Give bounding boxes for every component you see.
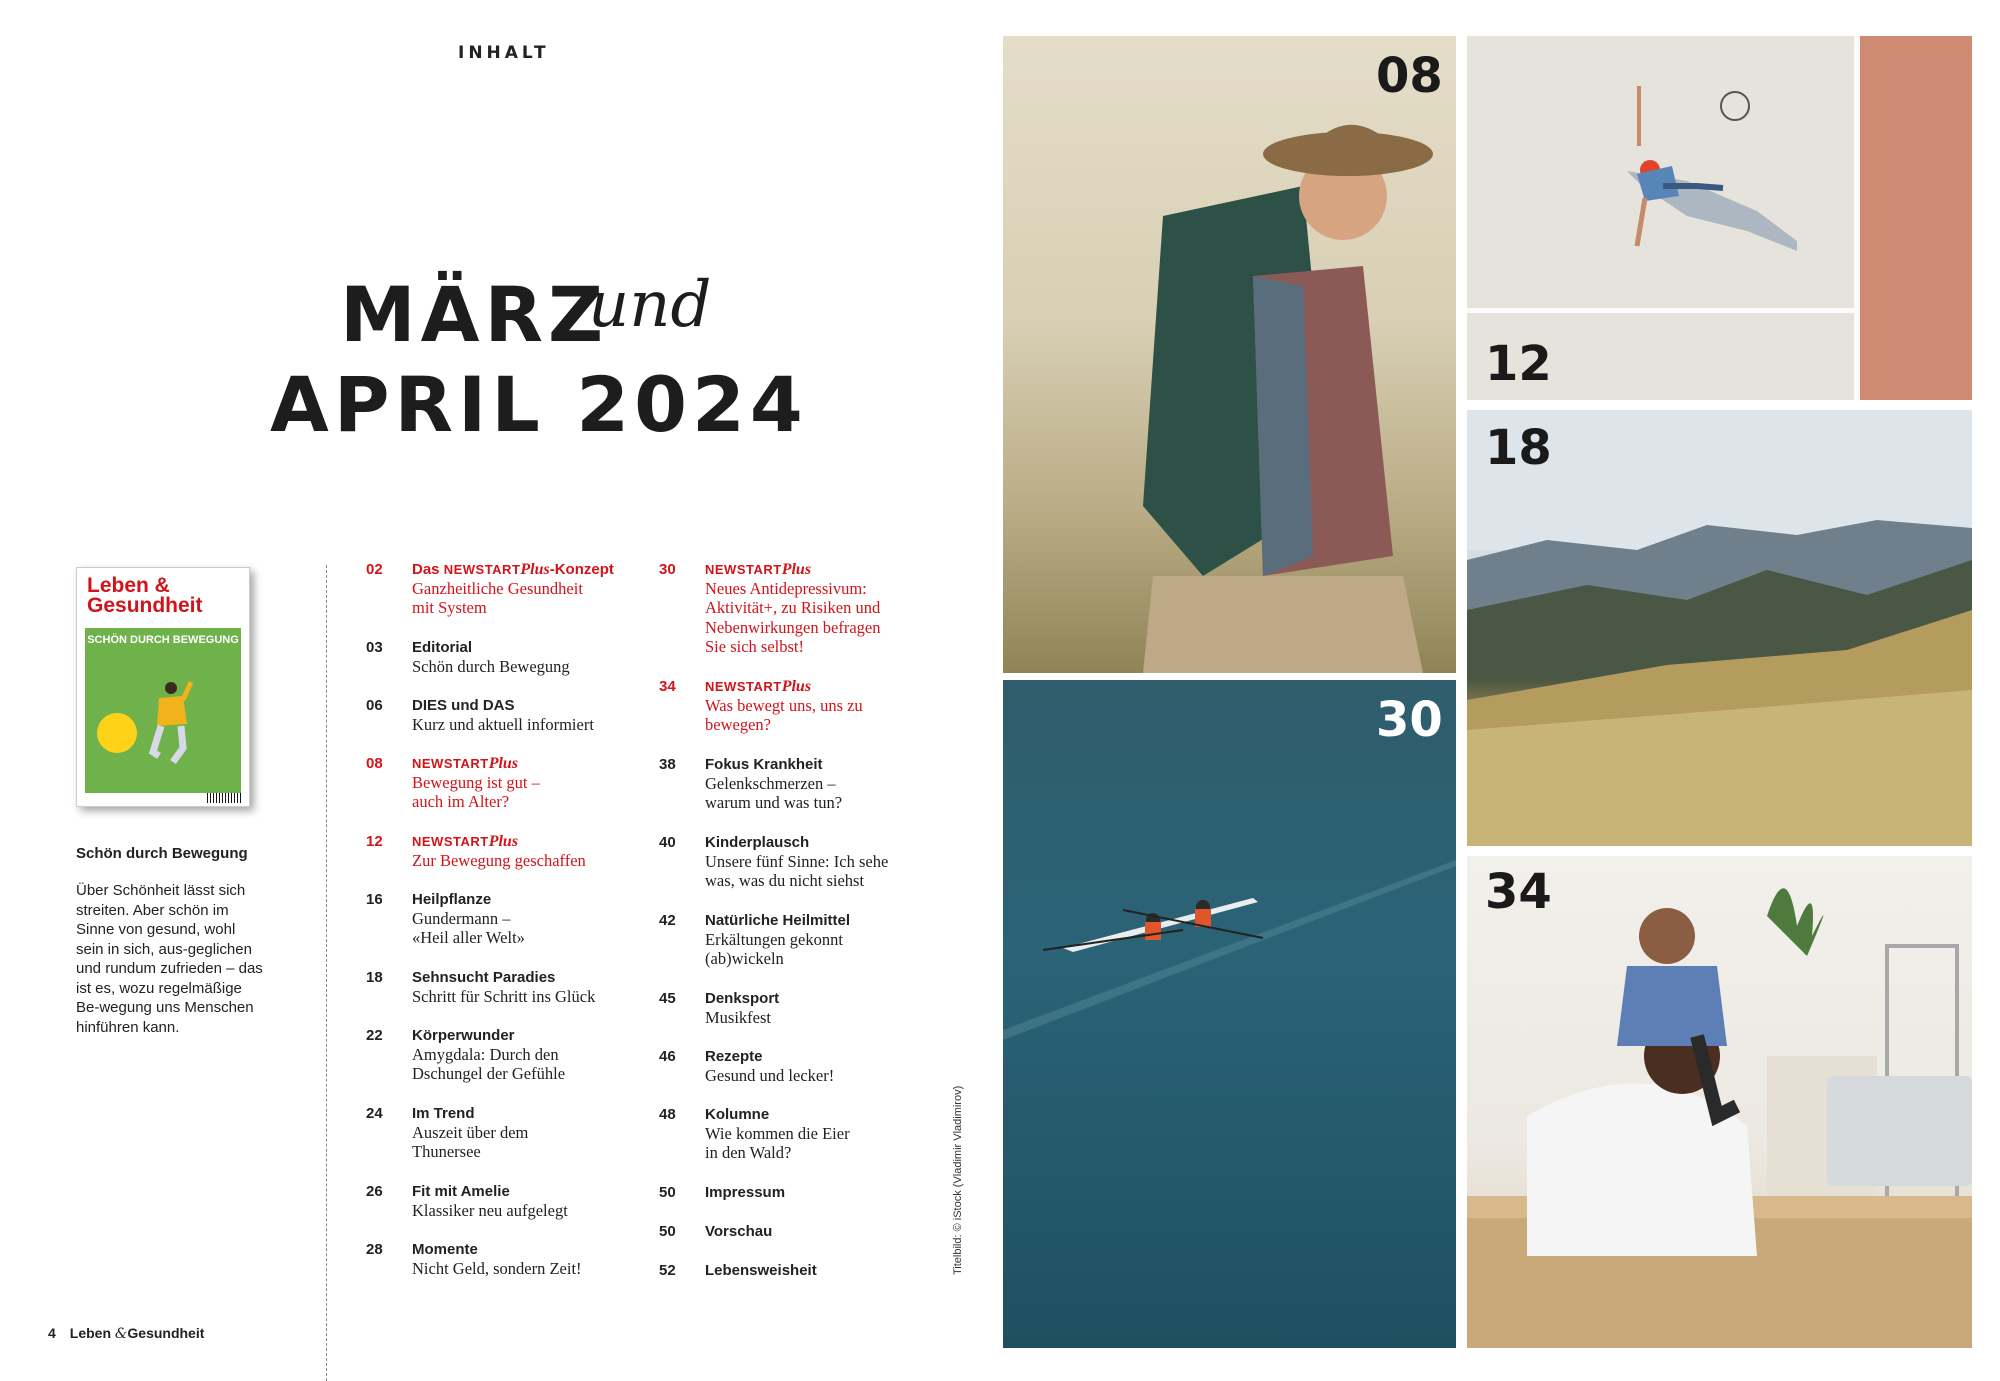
toc-entry-body [705,989,955,1027]
toc-page-number: 12 [366,833,383,850]
hiker-illustration [1003,36,1456,673]
toc-page-number: 18 [366,969,383,986]
sidebar-title: Schön durch Bewegung [76,845,248,862]
toc-page-number: 08 [366,755,383,772]
toc-entry-body [412,696,662,734]
toc-page-number: 52 [659,1262,676,1279]
toc-page-number: 38 [659,756,676,773]
cover-title: SCHÖN DURCH BEWEGUNG [87,634,239,646]
toc-page-number: 16 [366,891,383,908]
toc-page-number: 28 [366,1241,383,1258]
toc-heading: Denksport [705,990,780,1007]
toc-subtitle: Unsere fünf Sinne: Ich sehe was, was du nicht siehst [705,852,889,891]
toc-entry-body [705,1105,955,1163]
photo-page-number: 18 [1485,420,1552,476]
toc-entry-body [705,1261,955,1280]
toc-subtitle: Auszeit über dem Thunersee [412,1123,529,1162]
toc-entry-body [705,1222,955,1241]
photo-hiker[interactable] [1003,36,1456,673]
toc-entry-body [705,833,955,891]
toc-heading: Fit mit Amelie [412,1183,510,1200]
toc-heading [412,754,662,773]
toc-heading: Impressum [705,1184,786,1201]
toc-entry-body [412,1182,662,1220]
toc-heading: Lebensweisheit [705,1262,817,1279]
photo-father-child[interactable] [1467,856,1972,1348]
photo-page-number: 08 [1376,48,1443,104]
toc-subtitle: Gelenkschmerzen – warum und was tun? [705,774,843,813]
toc-heading: Natürliche Heilmittel [705,912,851,929]
toc-entry-body [705,1047,955,1085]
toc-entry-body [705,677,955,735]
rowing-illustration [1003,680,1456,1348]
toc-page-number: 46 [659,1048,676,1065]
toc-subtitle: Nicht Geld, sondern Zeit! [412,1259,582,1278]
toc-heading: Momente [412,1241,478,1258]
toc-entry-body [705,755,955,813]
toc-page-number: 06 [366,697,383,714]
photo-page-number: 30 [1376,692,1443,748]
toc-subtitle: Neues Antidepressivum: Aktivität+, zu Risiken und Nebenwirkungen befragen Sie sich selbst! [705,579,881,656]
newstart-tag: NEWSTART [705,679,782,694]
toc-page-number: 48 [659,1106,676,1123]
toc-heading: Kolumne [705,1106,770,1123]
toc-entry-body [705,911,955,969]
toc-heading: Im Trend [412,1105,475,1122]
toc-page-number: 34 [659,678,676,695]
toc-entry-body [412,968,662,1006]
plus-tag: Plus [488,833,519,850]
cover-barcode [207,793,243,803]
toc-subtitle: Gesund und lecker! [705,1066,835,1085]
toc-heading: Das NEWSTARTPlus-Konzept [412,561,614,578]
dashed-divider [326,565,327,1381]
toc-heading [412,832,662,851]
toc-entry-body [412,754,662,812]
toc-heading: Vorschau [705,1223,773,1240]
toc-heading: Kinderplausch [705,834,810,851]
toc-subtitle: Zur Bewegung geschaffen [412,851,586,870]
plus-tag: Plus [781,678,812,695]
photo-rowing[interactable] [1003,680,1456,1348]
toc-subtitle: Musikfest [705,1008,771,1027]
newstart-tag: NEWSTART [412,756,489,771]
toc-heading [705,560,955,579]
toc-subtitle: Schön durch Bewegung [412,657,570,676]
plus-tag: Plus [520,561,550,578]
newstart-tag: NEWSTART [443,562,521,577]
toc-entry-body [705,1183,955,1202]
toc-subtitle: Schritt für Schritt ins Glück [412,987,596,1006]
toc-entry-body [412,832,662,870]
footer-brand: Leben &Gesundheit [69,1325,205,1342]
toc-page-number: 40 [659,834,676,851]
toc-subtitle: Bewegung ist gut – auch im Alter? [412,773,540,812]
photo-tennis[interactable] [1467,36,1972,400]
toc-heading: Fokus Krankheit [705,756,823,773]
page-footer [48,1325,204,1342]
toc-page-number: 03 [366,639,383,656]
toc-page-number: 30 [659,561,676,578]
toc-subtitle: Amygdala: Durch den Dschungel der Gefühle [412,1045,566,1084]
toc-page-number: 22 [366,1027,383,1044]
cover-image [85,628,241,793]
toc-subtitle: Was bewegt uns, uns zu bewegen? [705,696,863,735]
toc-page-number: 45 [659,990,676,1007]
toc-entry-body [412,1104,662,1162]
magazine-cover-thumbnail[interactable] [76,567,250,807]
toc-heading: Editorial [412,639,473,656]
page-number: 4 [48,1325,56,1341]
headline-month-1: MÄRZ [340,270,609,359]
sidebar-text: Über Schönheit lässt sich streiten. Aber schön im Sinne von gesund, wohl sein in sich, aus-geglichen und rundum zufrieden – das ist es, wozu regelmäßige Be-wegung uns Menschen hinführen kann. [76,882,263,1036]
toc-entry-body [412,560,662,618]
toc-subtitle: Gundermann – «Heil aller Welt» [412,909,525,948]
photo-landscape[interactable] [1467,410,1972,846]
toc-heading: Rezepte [705,1048,763,1065]
toc-page-number: 26 [366,1183,383,1200]
toc-heading: Körperwunder [412,1027,515,1044]
plus-tag: Plus [488,755,519,772]
headline-month-2: APRIL 2024 [270,360,808,449]
headline-und: und [588,268,712,342]
toc-entry-body [412,638,662,676]
toc-entry-body [705,560,955,656]
toc-entry-body [412,1026,662,1084]
photo-credit: Titelbild: © iStock (Vladimir Vladimirov) [952,1085,964,1275]
toc-heading: Heilpflanze [412,891,492,908]
cover-figure [143,678,193,768]
toc-subtitle: Kurz und aktuell informiert [412,715,594,734]
toc-page-number: 42 [659,912,676,929]
photo-page-number: 12 [1485,336,1552,392]
toc-heading [705,677,955,696]
toc-page-number: 02 [366,561,383,578]
newstart-tag: NEWSTART [705,562,782,577]
father-child-illustration [1467,856,1972,1348]
toc-page-number: 50 [659,1184,676,1201]
toc-heading: Sehnsucht Paradies [412,969,556,986]
section-label: INHALT [458,43,550,63]
photo-page-number: 34 [1485,864,1552,920]
cover-badge [97,713,137,753]
toc-subtitle: Erkältungen gekonnt (ab)wickeln [705,930,843,969]
toc-page-number: 50 [659,1223,676,1240]
toc-entry-body [412,1240,662,1278]
toc-subtitle: Ganzheitliche Gesundheit mit System [412,579,583,618]
newstart-tag: NEWSTART [412,834,489,849]
plus-tag: Plus [781,561,812,578]
toc-heading: DIES und DAS [412,697,515,714]
toc-subtitle: Klassiker neu aufgelegt [412,1201,568,1220]
toc-subtitle: Wie kommen die Eier in den Wald? [705,1124,850,1163]
cover-brand: Leben & Gesundheit [87,574,203,617]
toc-page-number: 24 [366,1105,383,1122]
toc-entry-body [412,890,662,948]
